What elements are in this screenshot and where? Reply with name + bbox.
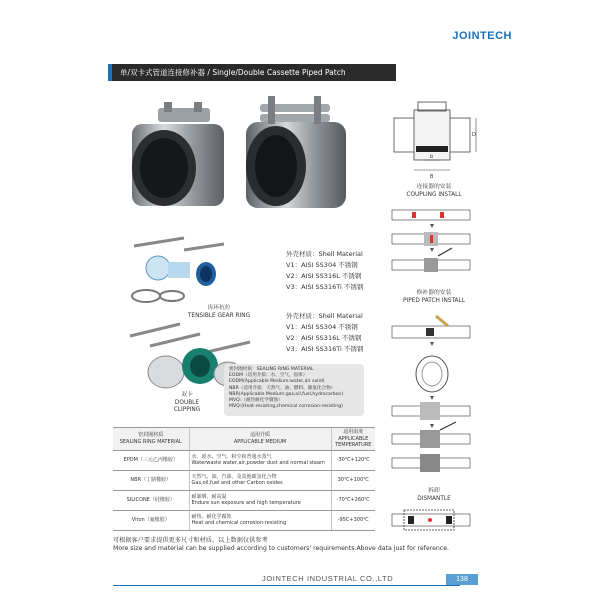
header-temperature	[331, 428, 375, 451]
medium-en: Waterwaste water,air,powder dust and normal steam	[191, 460, 325, 466]
cell-medium	[189, 470, 331, 490]
coupling-install-steps	[390, 204, 474, 284]
cell-material: SILICONE（硅橡胶）	[113, 490, 189, 510]
section-title-bar: 单/双卡式管道连接修补器 / Single/Double Cassette Piped Patch	[108, 64, 396, 81]
coupling-install-en: COUPLING INSTALL	[406, 191, 462, 198]
sealing-line: NBR(Applicable Medium:gas,oil,fuel,hydrocarbon)	[229, 391, 344, 397]
double-clipping-caption-en-2: CLIPPING	[173, 407, 201, 413]
cell-material: NBR（丁腈橡胶）	[113, 470, 189, 490]
table-row	[113, 450, 375, 470]
cell-temperature: -95C+300℃	[331, 510, 375, 530]
double-clamp-photo	[236, 92, 354, 216]
sealing-line: 密封圈材质：SEALING RING MATERIAL	[229, 367, 314, 372]
shell-material-box-1	[286, 249, 363, 293]
dismantle-caption	[392, 488, 476, 503]
sealing-line: NBR（适用介质：天然气、油、燃料、碳氢化合物）	[229, 385, 336, 391]
patch-install-caption	[392, 290, 476, 305]
patch-install-cn: 修补器的安装	[416, 290, 452, 296]
dimension-drawing	[390, 96, 480, 184]
cell-material: Viton（氟橡胶）	[113, 510, 189, 530]
medium-cn: 耐热、耐化学腐蚀	[191, 513, 232, 520]
dismantle-en: DISMANTLE	[417, 495, 451, 502]
medium-en: Endure sun exposure and high temperature	[191, 500, 301, 506]
shell-material-v2: V2：AISI SS316L 不锈钢	[286, 272, 362, 280]
medium-cn: 耐暴晒、耐高温	[191, 493, 227, 500]
cell-material: EPDM（三元乙丙橡胶）	[113, 450, 189, 470]
footer-divider	[113, 585, 460, 586]
header-text: APPLICABLE MEDIUM	[233, 438, 287, 445]
header-medium	[189, 428, 331, 451]
single-clamp-photo	[124, 98, 236, 216]
coupling-install-cn: 连接器的安装	[416, 184, 452, 190]
footnote	[113, 537, 449, 553]
gear-ring-caption-en: TENSIBLE GEAR RING	[187, 312, 251, 319]
medium-cn: 水、废水、空气、粉尘和普通水蒸气	[191, 453, 272, 460]
header-material	[113, 428, 189, 451]
cell-temperature: -30℃+120℃	[331, 450, 375, 470]
label-d: D	[472, 132, 476, 138]
label-b-lower: b	[430, 154, 434, 160]
header-text: TEMPERATURE	[335, 442, 372, 448]
double-clipping-caption	[164, 392, 210, 415]
dismantle-cn: 拆卸	[428, 488, 440, 494]
shell-material-box-2	[286, 311, 363, 355]
double-clipping-caption-en-1: DOUBLE	[174, 399, 200, 406]
table-row	[113, 490, 375, 510]
shell-material-title: 外壳材质：Shell Material	[286, 250, 363, 258]
shell-material-v1: V1：AISI SS304 不锈钢	[286, 323, 358, 331]
sealing-spec-table	[113, 427, 375, 531]
dismantle-drawing	[390, 506, 474, 534]
header-text: APPLICABLE	[338, 435, 369, 442]
medium-en: Gas,oil,fuel and other Carbon oxides	[191, 480, 283, 486]
table-header-row	[113, 428, 375, 451]
header-text: 密封圈材质	[138, 432, 164, 439]
sealing-line: MVQ:(Heat-resisting,chemical corrosion-resisting)	[229, 404, 343, 410]
shell-material-v1: V1：AISI SS304 不锈钢	[286, 261, 358, 269]
footnote-en: More size and material can be supplied according to customers' requirements.Above data just for reference.	[113, 545, 449, 552]
patch-install-steps	[390, 312, 474, 482]
gear-ring-exploded-view	[124, 234, 236, 310]
cell-temperature: -70℃+260℃	[331, 490, 375, 510]
medium-en: Heat and chemical corrosion-resisting	[191, 520, 287, 526]
header-text: 适用介质	[249, 432, 270, 439]
table-row	[113, 510, 375, 530]
table-row	[113, 470, 375, 490]
medium-cn: 天然气、油、汽油、及其他碳氢化合物	[191, 473, 277, 480]
cell-medium	[189, 490, 331, 510]
double-clipping-caption-cn: 双卡	[181, 392, 193, 398]
coupling-install-caption	[392, 184, 476, 199]
gear-ring-caption-cn: 齿环抗拉	[207, 305, 231, 311]
shell-material-v2: V2：AISI SS316L 不锈钢	[286, 334, 362, 342]
cell-medium	[189, 450, 331, 470]
patch-install-en: PIPED PATCH INSTALL	[402, 297, 465, 304]
footer-company: JOINTECH INDUSTRIAL CO.,LTD	[262, 574, 394, 583]
shell-material-v3: V3：AISI SS316Ti 不锈钢	[286, 283, 364, 291]
footnote-cn: 可根据客户要求提供更多尺寸和材质。以上数据仅供参考	[113, 537, 268, 544]
sealing-ring-material-box	[224, 364, 364, 416]
brand-logo: JOINTECH	[452, 30, 512, 42]
page-number-badge: 138	[446, 574, 478, 585]
label-b-upper: B	[430, 174, 434, 180]
sealing-line: EODM（适用介质：水、空气、固体）	[229, 373, 308, 379]
header-text: SEALING RING MATERIAL	[119, 438, 182, 445]
header-text: 适用温度	[343, 429, 364, 435]
shell-material-title: 外壳材质：Shell Material	[286, 312, 363, 320]
shell-material-v3: V3：AISI SS316Ti 不锈钢	[286, 345, 364, 353]
cell-temperature: 30℃+100℃	[331, 470, 375, 490]
sealing-line: MVQ:（耐热耐化学腐蚀）	[229, 398, 283, 404]
cell-medium	[189, 510, 331, 530]
sealing-line: EODM(Applicable Medium:water,air solid)	[229, 379, 325, 385]
